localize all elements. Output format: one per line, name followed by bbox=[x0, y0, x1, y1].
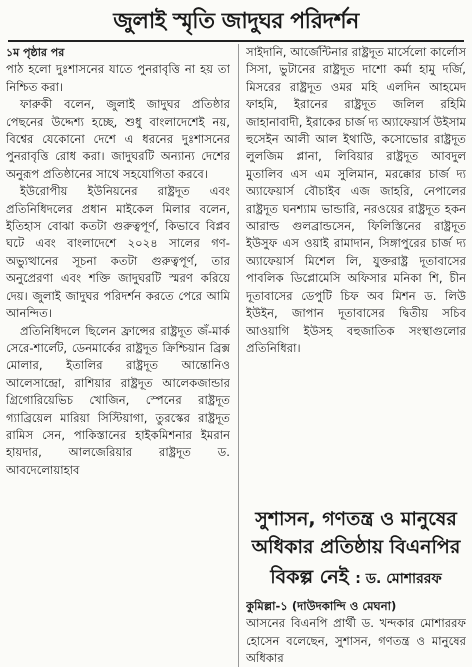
headline: জুলাই স্মৃতি জাদুঘর পরিদর্শন bbox=[113, 9, 359, 34]
paragraph: ইউরোপীয় ইউনিয়নের রাষ্ট্রদূত এবং প্রতিনিধিদলের প্রধান মাইকেল মিলার বলেন, ইতিহাস বোঝা কতটা গুরুত্বপূর্ণ, কিভাবে বিপ্লব ঘটে এবং বাংলাদেশে ২০২৪ সালের গণ-অভ্যুত্থানের সূচনা কতটা গুরুত্বপূর্ণ, তার অনুপ্রেরণা এবং শক্তি জাদুঘরটি স্মরণ করিয়ে দেয়। জুলাই জাদুঘর পরিদর্শন করতে পেরে আমি আনন্দিত। bbox=[6, 184, 230, 321]
paragraph: প্রতিনিধিদলে ছিলেন ফ্রান্সের রাষ্ট্রদূত জঁ-মার্ক সেরে-শার্লেট, ডেনমার্কের রাষ্ট্রদূত ক্রিশ্চিয়ান ব্রিক্স মোলার, ইতালির রাষ্ট্রদূত আন্তোনিও আলেসান্দ্রো, রাশিয়ার রাষ্ট্রদূত আলেকজান্ডার গ্রিগোরিয়েভিচ খোজিন, স্পেনের রাষ্ট্রদূত গ্যাব্রিয়েল মারিয়া সিস্টিয়াগা, তুরস্কের রাষ্ট্রদূত রামিস সেন, পাকিস্তানের হাইকমিশনার ইমরান হায়দার, আলজেরিয়ার রাষ্ট্রদূত ড. আবদেলোয়াহাব bbox=[6, 323, 230, 477]
sub-headline-line-2: অধিকার প্রতিষ্ঠায় বিএনপির bbox=[251, 536, 461, 558]
byline: : ড. মোশাররফ bbox=[355, 571, 442, 587]
sub-headline-line-1: সুশাসন, গণতন্ত্র ও মানুষের bbox=[255, 508, 457, 530]
dateline: কুমিল্লা-১ (দাউদকান্দি ও মেঘনা) bbox=[246, 599, 397, 613]
right-column bbox=[246, 44, 466, 514]
sub-story bbox=[246, 598, 466, 667]
continued-label: ১ম পৃষ্ঠার পর bbox=[6, 46, 65, 59]
paragraph: আসনের বিএনপি প্রার্থী ড. খন্দকার মোশাররফ হোসেন বলেছেন, সুশাসন, গণতন্ত্র ও মানুষের অধিকার bbox=[246, 616, 466, 666]
paragraph: পাঠ হলো দুঃশাসনের যাতে পুনরাবৃত্তি না হয় তা নিশ্চিত করা। bbox=[6, 62, 230, 94]
headline-rule bbox=[8, 40, 464, 42]
column-divider bbox=[238, 44, 239, 667]
left-column bbox=[6, 44, 230, 667]
sub-headline-text: বিকল্প নেই bbox=[270, 566, 349, 588]
sub-headline-line-3 bbox=[246, 563, 466, 593]
paragraph: সাইদানি, আর্জেন্টিনার রাষ্ট্রদূত মার্সেলো কার্লোস সিসা, ভুটানের রাষ্ট্রদূত দাশো কর্মা হামু দর্জি, মিসরের রাষ্ট্রদূত ওমর মহি এলদিন আহমেদ ফাহমি, ইরানের রাষ্ট্রদূত জলিল রহিমি জাহানাবাদী, ইরাকের চার্জ দ্য অ্যাফেয়ার্স উইসাম হুসেইন আলী আল ইথাউি, কসোভোর রাষ্ট্রদূত লুলজিম প্লানা, লিবিয়ার রাষ্ট্রদূত আবদুল মুতালিব এস এম সুলিমান, মরক্কোর চার্জ দ্য অ্যাফেয়ার্স বৌচাইব এজ জাহরি, নেপালের রাষ্ট্রদূত ঘনশ্যাম ভান্ডারি, নরওয়ের রাষ্ট্রদূত হকন আরাল্ড গুলব্রান্ডসেন, ফিলিস্তিনের রাষ্ট্রদূত ইউসুফ এস ওয়াই রামাদান, সিঙ্গাপুরের চার্জ দ্য অ্যাফেয়ার্স মিশেল লি, যুক্তরাষ্ট্র দূতাবাসের পাবলিক ডিপ্লোমেসি অফিসার মনিকা শি, চীন দূতাবাসের ডেপুটি চিফ অব মিশন ড. লিউ ইউইন, জাপান দূতাবাসের দ্বিতীয় সচিব আওয়াগি ইউসহ বহুজাতিক সংস্থাগুলোর প্রতিনিধিরা। bbox=[246, 45, 466, 355]
paragraph: ফারুকী বলেন, জুলাই জাদুঘর প্রতিষ্ঠার পেছনের উদ্দেশ্য হচ্ছে, শুধু বাংলাদেশেই নয়, বিশ্বের যেকোনো দেশে এ ধরনের দুঃশাসনের পুনরাবৃত্তি রোধ করা। জাদুঘরটি অন্যান্য দেশের অনুরূপ প্রতিষ্ঠানের সাথে সহযোগিতা করবে। bbox=[6, 97, 230, 181]
